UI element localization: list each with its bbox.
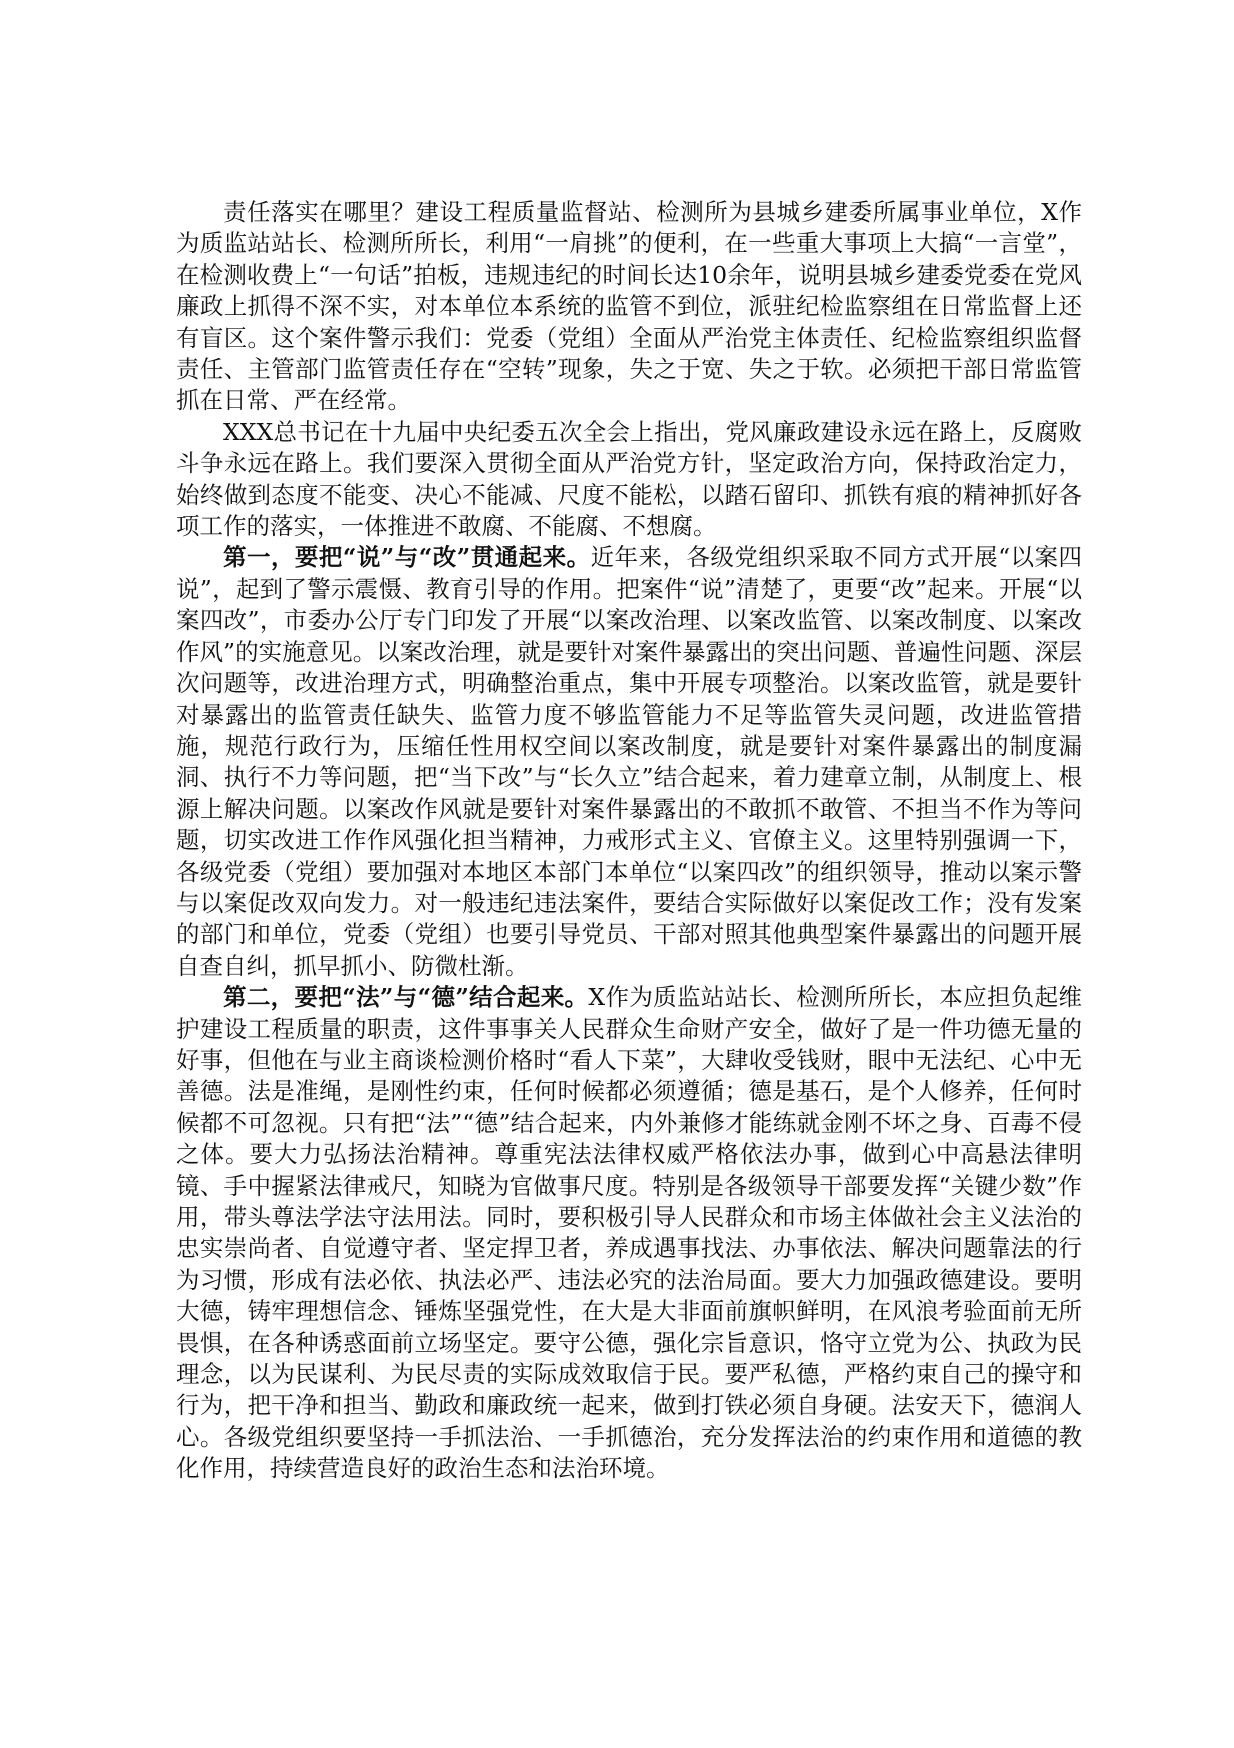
paragraph-text: 责任落实在哪里？建设工程质量监督站、检测所为县城乡建委所属事业单位，X作为质监站站长、检测所所长，利用“一肩挑”的便利，在一些重大事项上大搞“一言堂”，在检测收费上“一句话”拍板，违规违纪的时间长达10余年，说明县城乡建委党委在党风廉政上抓得不深不实，对本单位本系统的监管不到位，派驻纪检监察组在日常监督上还有盲区。这个案件警示我们：党委（党组）全面从严治党主体责任、纪检监察组织监督责任、主管部门监管责任存在“空转”现象，失之于宽、失之于软。必须把干部日常监管抓在日常、严在经常。	[176, 198, 1082, 415]
paragraph-second-point	[176, 982, 1082, 1485]
paragraph-text: 近年来，各级党组织采取不同方式开展“以案四说”，起到了警示震慑、教育引导的作用。把案件“说”清楚了，更要“改”起来。开展“以案四改”，市委办公厅专门印发了开展“以案改治理、以案改监管、以案改制度、以案改作风”的实施意见。以案改治理，就是要针对案件暴露出的突出问题、普遍性问题、深层次问题等，改进治理方式，明确整治重点，集中开展专项整治。以案改监管，就是要针对暴露出的监管责任缺失、监管力度不够监管能力不足等监管失灵问题，改进监管措施，规范行政行为，压缩任性用权空间以案改制度，就是要针对案件暴露出的制度漏洞、执行不力等问题，把“当下改”与“长久立”结合起来，着力建章立制，从制度上、根源上解决问题。以案改作风就是要针对案件暴露出的不敢抓不敢管、不担当不作为等问题，切实改进工作作风强化担当精神，力戒形式主义、官僚主义。这里特别强调一下，各级党委（党组）要加强对本地区本部门本单位“以案四改”的组织领导，推动以案示警与以案促改双向发力。对一般违纪违法案件，要结合实际做好以案促改工作；没有发案的部门和单位，党委（党组）也要引导党员、干部对照其他典型案件暴露出的问题开展自查自纠，抓早抓小、防微杜渐。	[176, 543, 1083, 980]
paragraph-first-point	[176, 542, 1082, 982]
paragraph-responsibility	[176, 197, 1082, 417]
paragraph-lead: 第二，要把“法”与“德”结合起来。	[223, 983, 589, 1012]
paragraph-secretary-quote	[176, 417, 1082, 543]
paragraph-lead: 第一，要把“说”与“改”贯通起来。	[223, 543, 591, 572]
document-body	[176, 197, 1082, 1485]
paragraph-text: XXX总书记在十九届中央纪委五次全会上指出，党风廉政建设永远在路上，反腐败斗争永远在路上。我们要深入贯彻全面从严治党方针，坚定政治方向，保持政治定力，始终做到态度不能变、决心不能减、尺度不能松，以踏石留印、抓铁有痕的精神抓好各项工作的落实，一体推进不敢腐、不能腐、不想腐。	[176, 417, 1082, 541]
paragraph-text: X作为质监站站长、检测所所长，本应担负起维护建设工程质量的职责，这件事事关人民群众生命财产安全，做好了是一件功德无量的好事，但他在与业主商谈检测价格时“看人下菜”，大肆收受钱财，眼中无法纪、心中无善德。法是准绳，是刚性约束，任何时候都必须遵循；德是基石，是个人修养，任何时候都不可忽视。只有把“法”“德”结合起来，内外兼修才能练就金刚不坏之身、百毒不侵之体。要大力弘扬法治精神。尊重宪法法律权威严格依法办事，做到心中高悬法律明镜、手中握紧法律戒尺，知晓为官做事尺度。特别是各级领导干部要发挥“关键少数”作用，带头尊法学法守法用法。同时，要积极引导人民群众和市场主体做社会主义法治的忠实崇尚者、自觉遵守者、坚定捍卫者，养成遇事找法、办事依法、解决问题靠法的行为习惯，形成有法必依、执法必严、违法必究的法治局面。要大力加强政德建设。要明大德，铸牢理想信念、锤炼坚强党性，在大是大非面前旗帜鲜明，在风浪考验面前无所畏惧，在各种诱惑面前立场坚定。要守公德，强化宗旨意识，恪守立党为公、执政为民理念，以为民谋利、为民尽责的实际成效取信于民。要严私德，严格约束自己的操守和行为，把干净和担当、勤政和廉政统一起来，做到打铁必须自身硬。法安天下，德润人心。各级党组织要坚持一手抓法治、一手抓德治，充分发挥法治的约束作用和道德的教化作用，持续营造良好的政治生态和法治环境。	[176, 983, 1082, 1483]
